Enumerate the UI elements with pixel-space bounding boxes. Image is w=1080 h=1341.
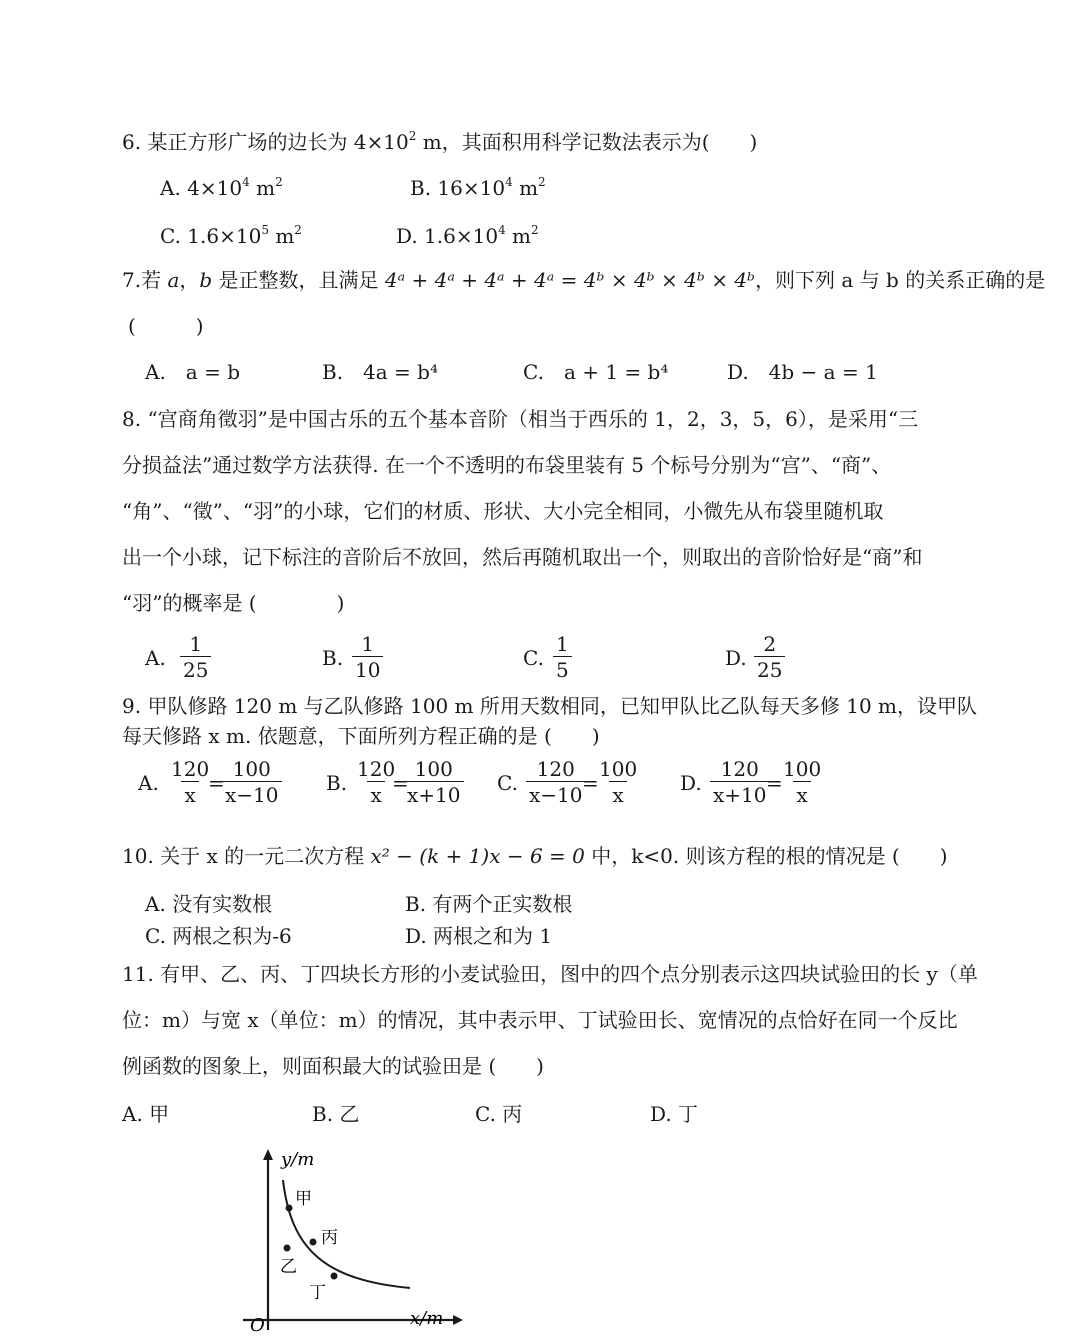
- q11-option-a[interactable]: A. 甲: [122, 1102, 170, 1126]
- q8-stem-line-3: “角”、“徵”、“羽”的小球，它们的材质、形状、大小完全相同，小微先从布袋里随机取: [122, 499, 884, 523]
- q9-option-a-right-fraction[interactable]: $\frac{100}{x-10}$: [222, 759, 282, 805]
- point-jia-label: 甲: [295, 1189, 312, 1209]
- q9-option-b-left-fraction[interactable]: $\frac{120}{x}$: [357, 757, 396, 807]
- q11-stem-line-3: 例函数的图象上，则面积最大的试验田是 ( ): [122, 1054, 544, 1078]
- point-jia: [286, 1205, 293, 1212]
- q7-equation: 4ᵃ + 4ᵃ + 4ᵃ + 4ᵃ = 4ᵇ × 4ᵇ × 4ᵇ × 4ᵇ: [384, 268, 756, 292]
- q8-option-d-fraction[interactable]: $\frac{2}{25}$: [754, 634, 785, 680]
- q8-option-c-fraction[interactable]: $\frac{1}{5}$: [553, 634, 572, 680]
- q10-equation: x² − (k + 1)x − 6 = 0: [370, 844, 585, 868]
- q9-option-b-right-fraction[interactable]: $\frac{100}{x+10}$: [404, 759, 464, 805]
- q10-option-a[interactable]: A. 没有实数根: [145, 892, 273, 916]
- y-axis-arrow-icon: [263, 1149, 273, 1160]
- q9-option-b-equals: =: [392, 771, 409, 795]
- q9-option-a-equals: =: [208, 771, 225, 795]
- point-bing: [310, 1239, 317, 1246]
- q7-option-d[interactable]: D. 4b − a = 1: [727, 360, 878, 384]
- q7-stem: 7.若 a，b 是正整数，且满足 4ᵃ + 4ᵃ + 4ᵃ + 4ᵃ = 4ᵇ × 4ᵇ × 4ᵇ × 4ᵇ，则下列 a 与 b 的关系正确的是: [122, 268, 1046, 292]
- q8-option-d-label[interactable]: D.: [725, 646, 747, 670]
- point-bing-label: 丙: [321, 1228, 338, 1248]
- q9-option-c-right-fraction[interactable]: $\frac{100}{x}$: [599, 757, 638, 807]
- origin-label: O: [250, 1315, 265, 1335]
- q11-stem-line-1: 11. 有甲、乙、丙、丁四块长方形的小麦试验田，图中的四个点分别表示这四块试验田的长 y（单: [122, 962, 978, 986]
- q6-option-c[interactable]: C. $1.6\times 10^5$ $m^2$: [160, 223, 302, 248]
- x-axis-arrow-icon: [453, 1315, 463, 1325]
- y-axis-label: y/m: [281, 1149, 315, 1170]
- q10-option-d[interactable]: D. 两根之和为 1: [405, 924, 553, 948]
- q9-option-a-left-fraction[interactable]: $\frac{120}{x}$: [171, 757, 210, 807]
- q9-stem-line-2: 每天修路 x m. 依题意，下面所列方程正确的是 ( ): [122, 724, 600, 748]
- q7-option-b[interactable]: B. 4a = b⁴: [322, 360, 438, 384]
- q6-option-b[interactable]: B. $16\times 10^4$ $m^2$: [410, 175, 546, 200]
- q8-stem-line-4: 出一个小球，记下标注的音阶后不放回，然后再随机取出一个，则取出的音阶恰好是“商”和: [122, 545, 923, 569]
- q10-stem: 10. 关于 x 的一元二次方程 x² − (k + 1)x − 6 = 0 中，k<0. 则该方程的根的情况是 ( ): [122, 844, 948, 868]
- q6-option-d[interactable]: D. $1.6\times 10^4$ $m^2$: [396, 223, 539, 248]
- q6-option-a[interactable]: A. $4\times 10^4$ $m^2$: [160, 175, 283, 200]
- q9-option-c-label[interactable]: C.: [497, 771, 518, 795]
- q8-stem-line-1: 8. “宫商角徵羽”是中国古乐的五个基本音阶（相当于西乐的 1，2，3，5，6），是采用“三: [122, 407, 919, 431]
- q11-stem-line-2: 位：m）与宽 x（单位：m）的情况，其中表示甲、丁试验田长、宽情况的点恰好在同一个反比: [122, 1008, 958, 1032]
- point-yi: [284, 1245, 291, 1252]
- q8-option-b-label[interactable]: B.: [322, 646, 344, 670]
- x-axis-label: x/m: [410, 1308, 444, 1329]
- q11-option-d[interactable]: D. 丁: [650, 1102, 699, 1126]
- q9-option-c-equals: =: [582, 771, 599, 795]
- q7-option-a[interactable]: A. a = b: [145, 360, 240, 384]
- q10-option-b[interactable]: B. 有两个正实数根: [405, 892, 573, 916]
- q8-option-a-fraction[interactable]: $\frac{1}{25}$: [180, 634, 211, 680]
- q10-option-c[interactable]: C. 两根之积为-6: [145, 924, 292, 948]
- point-ding: [331, 1273, 338, 1280]
- point-ding-label: 丁: [309, 1283, 326, 1303]
- q9-option-d-right-fraction[interactable]: $\frac{100}{x}$: [783, 757, 822, 807]
- q9-option-d-left-fraction[interactable]: $\frac{120}{x+10}$: [710, 759, 770, 805]
- q6-stem: 6. 某正方形广场的边长为 $4\times 10^2$ m，其面积用科学记数法表示为( ): [122, 129, 758, 154]
- q9-stem-line-1: 9. 甲队修路 120 m 与乙队修路 100 m 所用天数相同，已知甲队比乙队每天多修 10 m，设甲队: [122, 694, 977, 718]
- q9-option-a-label[interactable]: A.: [138, 771, 159, 795]
- q9-option-d-equals: =: [766, 771, 783, 795]
- q8-stem-line-2: 分损益法”通过数学方法获得. 在一个不透明的布袋里装有 5 个标号分别为“宫”、“商”、: [122, 453, 892, 477]
- q8-stem-line-5: “羽”的概率是 ( ): [122, 591, 345, 615]
- point-yi-label: 乙: [280, 1257, 297, 1277]
- q11-graph: [225, 1140, 465, 1335]
- q9-option-d-label[interactable]: D.: [680, 771, 702, 795]
- q9-option-b-label[interactable]: B.: [326, 771, 348, 795]
- q7-option-c[interactable]: C. a + 1 = b⁴: [523, 360, 669, 384]
- q11-option-b[interactable]: B. 乙: [312, 1102, 360, 1126]
- q8-option-a-label[interactable]: A.: [145, 646, 166, 670]
- q9-option-c-left-fraction[interactable]: $\frac{120}{x-10}$: [526, 759, 586, 805]
- q7-answer-paren: ( ): [128, 314, 204, 338]
- q11-option-c[interactable]: C. 丙: [475, 1102, 523, 1126]
- q8-option-c-label[interactable]: C.: [523, 646, 544, 670]
- q8-option-b-fraction[interactable]: $\frac{1}{10}$: [352, 634, 383, 680]
